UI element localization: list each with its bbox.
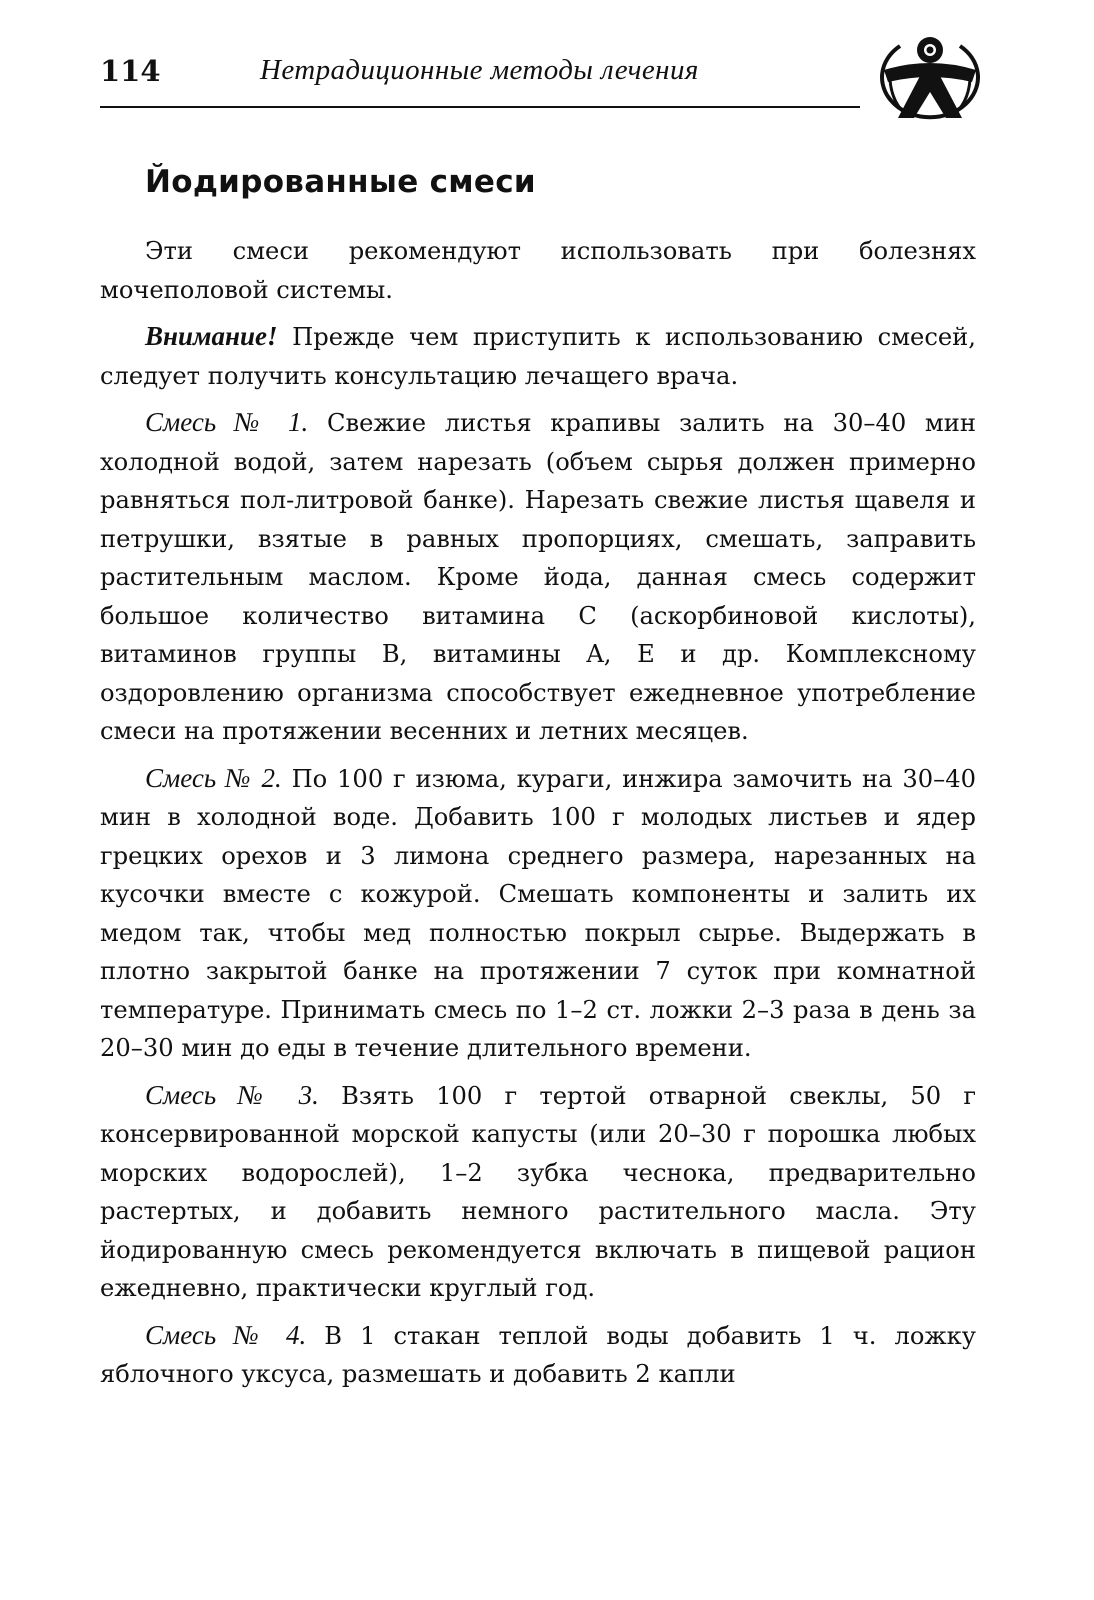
paragraph-text: По 100 г изюма, кураги, инжира замочить на 30–40 мин в холодной воде. Добавить 100 г молодых листьев и ядер грецких орехов и 3 лимона среднего размера, нарезанных на кусочки вместе с кожурой. Смешать компоненты и залить их медом так, чтобы мед полностью покрыл сырье. Выдержать в плотно закрытой банке на протяжении 7 суток при комнатной температуре. Принимать смесь по 1–2 ст. ложки 2–3 раза в день за 20–30 мин до еды в течение длительного времени. (100, 764, 976, 1062)
section-title: Йодированные смеси (145, 164, 536, 200)
page-header (100, 44, 980, 114)
paragraph-lead: Смесь № 3. (145, 1079, 319, 1110)
page-number: 114 (100, 54, 161, 88)
paragraph (100, 1076, 976, 1308)
main-content (100, 158, 976, 1402)
paragraphs (100, 232, 976, 1394)
paragraph-lead: Смесь № 1. (145, 407, 309, 437)
paragraph-text: В 1 стакан теплой воды добавить 1 ч. ложку яблочного уксуса, размешать и добавить 2 капли (100, 1321, 976, 1388)
paragraph-lead: Внимание! (145, 321, 278, 351)
paragraph (100, 1316, 976, 1394)
paragraph-text: Свежие листья крапивы залить на 30–40 мин холодной водой, затем нарезать (объем сырья должен примерно равняться пол-литровой банке). Нарезать свежие листья щавеля и петрушки, взятые в равных пропорциях, смешать, заправить растительным маслом. Кроме йода, данная смесь содержит большое количество витамина C (аскорбиновой кислоты), витаминов группы B, витамины A, E и др. Комплексному оздоровлению организма способствует ежедневное употребление смеси на протяжении весенних и летних месяцев. (100, 409, 976, 745)
paragraph (100, 232, 976, 309)
paragraph (100, 403, 976, 751)
paragraph-text: Взять 100 г тертой отварной свеклы, 50 г консервированной морской капусты (или 20–30 г порошка любых морских водорослей), 1–2 зубка чеснока, предварительно растертых, и добавить немного растительного масла. Эту йодированную смесь рекомендуется включать в пищевой рацион ежедневно, практически круглый год. (100, 1081, 976, 1302)
paragraph-text: Прежде чем приступить к использованию смесей, следует получить консультацию лечащего врача. (100, 323, 976, 390)
paragraph-lead: Смесь № 2. (145, 762, 282, 793)
paragraph-lead: Смесь № 4. (145, 1319, 307, 1350)
paragraph (100, 759, 976, 1068)
figure-in-circle-logo-icon (860, 34, 980, 120)
paragraph (100, 317, 976, 395)
paragraph-text: Эти смеси рекомендуют использовать при болезнях мочеполовой системы. (100, 237, 976, 304)
header-rule (100, 106, 860, 108)
running-title: Нетрадиционные методы лечения (260, 54, 699, 86)
